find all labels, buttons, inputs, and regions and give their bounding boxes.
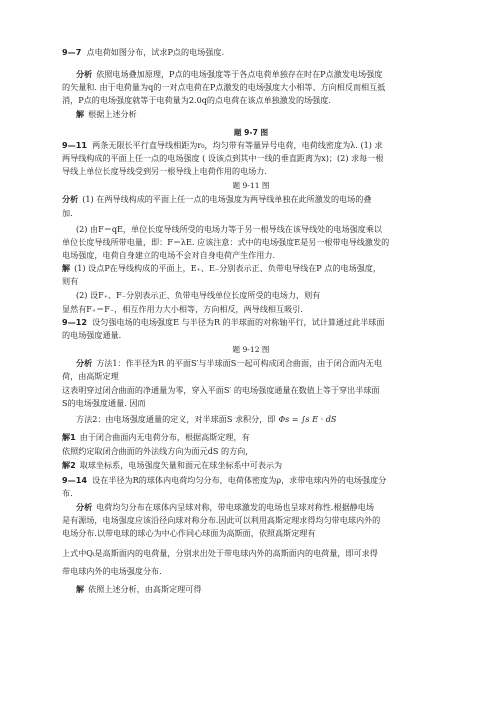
analysis-line: (2) 由F＝qE，单位长度导线所受的电场力等于另一根导线在该导线处的电场强度乘以 <box>76 224 382 234</box>
analysis-line <box>62 194 440 205</box>
analysis-line: 上式中Qᵢ是高斯面内的电荷量，分别求出处于带电球内外的高斯面内的电荷量，即可求得 <box>62 548 378 558</box>
problem-text: 两导线构成的平面上任一点的电场强度 ( 设该点到其中一线的垂直距离为x)；(2) 求每一根 <box>62 153 384 163</box>
analysis-line: 电场强度，电荷自身建立的电场不会对自身电荷产生作用力. <box>62 250 276 260</box>
solution-text: 取球坐标系，电场强度矢量和面元在球坐标系中可表示为 <box>79 460 283 470</box>
figure-caption: 题 9-11 图 <box>232 181 270 190</box>
analysis-text: (1) 在两导线构成的平面上任一点的电场强度为两导线单独在此所激发的电场的叠 <box>82 194 372 204</box>
solution-line <box>76 584 440 595</box>
analysis-line <box>76 502 440 513</box>
solution-line <box>62 460 440 471</box>
problem-text: 两条无限长平行直导线相距为r₀，均匀带有等量异号电荷，电荷线密度为λ. (1) 求 <box>92 140 383 150</box>
solution-label: 解 <box>76 109 85 119</box>
analysis-label: 分析 <box>76 358 93 368</box>
problem-text: 导线上单位长度导线受到另一根导线上电荷作用的电场力. <box>62 166 267 176</box>
solution-label: 解 <box>76 584 85 594</box>
solution-label: 解1 <box>62 432 76 442</box>
solution-line: 则有 <box>62 276 79 286</box>
analysis-line: 是有源场，电场强度应该沿径向球对称分布.因此可以利用高斯定理求得均匀带电球内外的 <box>62 515 381 525</box>
solution-line <box>62 432 440 443</box>
solution-line: (2) 设F₊、F₋分别表示正、负带电导线单位长度所受的电场力，则有 <box>76 290 321 300</box>
solution-label: 解2 <box>62 460 76 470</box>
solution-text: 根据上述分析 <box>88 109 137 119</box>
problem-9-11-title <box>62 140 440 151</box>
analysis-line: 电场分布.以带电球的球心为中心作同心球面为高斯面，依照高斯定理有 <box>62 528 316 538</box>
analysis-line: 荷，由高斯定理 <box>62 371 119 381</box>
solution-line <box>62 263 440 274</box>
solution-text: 由于闭合曲面内无电荷分布，根据高斯定理，有 <box>79 432 250 442</box>
solution-text: (1) 设点P在导线构成的平面上，E₊、E₋分别表示正、负带电导线在P 点的电场强度， <box>74 263 381 273</box>
solution-label: 解 <box>62 263 71 273</box>
analysis-text: 方法1：作半径为R 的平面S′与半球面S一起可构成闭合曲面，由于闭合面内无电 <box>96 358 382 368</box>
problem-text: 点电荷如图分布，试求P点的电场强度. <box>86 47 225 57</box>
figure-caption: 题 9-7 图 <box>233 128 269 137</box>
analysis-text: 依照电场叠加原理，P点的电场强度等于各点电荷单独存在时在P点激发电场强度 <box>96 69 383 79</box>
analysis-line: S的电场强度通量. 因而 <box>62 398 146 408</box>
problem-number: 9—7 <box>62 47 82 57</box>
analysis-text: 电荷均匀分布在球体内呈球对称，带电球激发的电场也呈球对称性.根据静电场 <box>96 502 374 512</box>
analysis-label: 分析 <box>76 502 93 512</box>
analysis-line <box>76 414 440 425</box>
analysis-line <box>76 358 440 369</box>
problem-number: 9—11 <box>62 140 87 150</box>
solution-line: 依照约定取闭合曲面的外法线方向为面元dS 的方向， <box>62 446 254 456</box>
analysis-line <box>76 69 440 80</box>
analysis-line: 单位长度导线所带电量，即：F＝λE. 应该注意：式中的电场强度E是另一根带电导线激发的 <box>62 237 390 247</box>
solution-line: 显然有F₊＝F₋，相互作用力大小相等，方向相反，两导线相互吸引. <box>62 304 303 314</box>
problem-text: 设在半径为R的球体内电荷均匀分布，电荷体密度为ρ，求带电球内外的电场强度分 <box>92 475 387 485</box>
solution-text: 依照上述分析，由高斯定理可得 <box>88 584 202 594</box>
figure-caption: 题 9-12 图 <box>232 345 270 354</box>
analysis-line: 的矢量和. 由于电荷量为q的一对点电荷在P点激发的电场强度大小相等、方向相反而相互抵 <box>62 82 386 92</box>
analysis-line: 消，P点的电场强度就等于电荷量为2.0q的点电荷在该点单独激发的场强度. <box>62 95 331 105</box>
problem-number: 9—12 <box>62 317 87 327</box>
analysis-line: 带电球内外的电场强度分布. <box>62 566 162 576</box>
problem-9-14-title <box>62 475 440 486</box>
analysis-line: 这表明穿过闭合曲面的净通量为零，穿入平面S′ 的电场强度通量在数值上等于穿出半球面 <box>62 385 380 395</box>
problem-text: 的电场强度通量. <box>62 330 122 340</box>
solution-line <box>76 109 440 120</box>
analysis-line: 加. <box>62 208 73 218</box>
analysis-text: 方法2：由电场强度通量的定义，对半球面S 求积分，即 <box>76 414 276 424</box>
problem-9-12-title <box>62 317 440 328</box>
analysis-label: 分析 <box>62 194 79 204</box>
flux-formula: Φs = ∫s E · dS <box>278 414 337 424</box>
problem-9-7-title <box>62 47 440 58</box>
analysis-label: 分析 <box>76 69 93 79</box>
problem-text: 布. <box>62 488 73 498</box>
problem-number: 9—14 <box>62 475 87 485</box>
problem-text: 设匀强电场的电场强度E 与半径为R 的半球面的对称轴平行，试计算通过此半球面 <box>92 317 385 327</box>
